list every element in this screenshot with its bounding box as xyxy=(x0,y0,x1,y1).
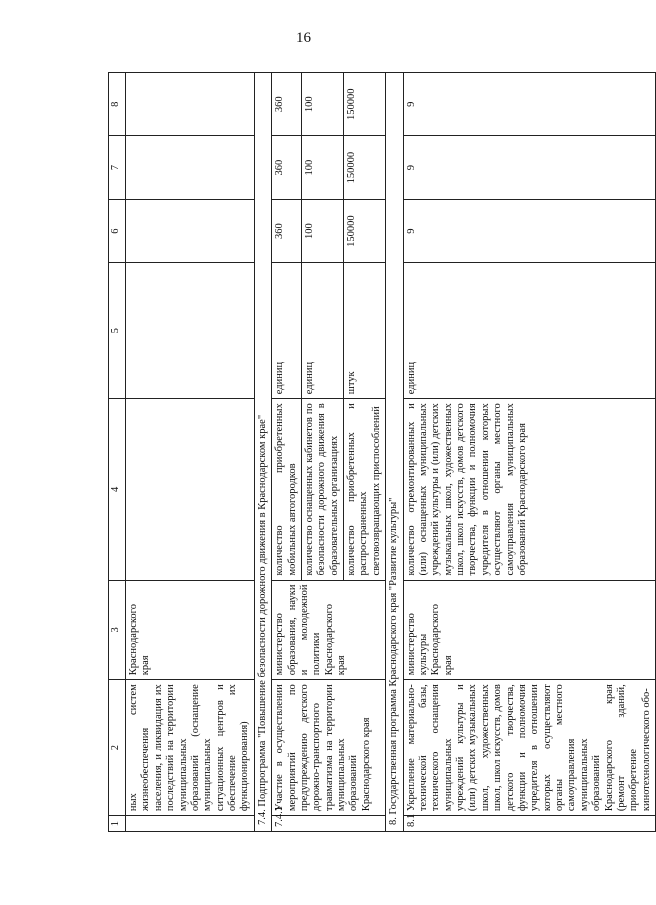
value-2025 xyxy=(126,73,255,136)
value-cell: 150000 xyxy=(344,199,386,262)
value-2023 xyxy=(126,199,255,262)
header-col-3: 3 xyxy=(109,580,126,680)
page-number: 16 xyxy=(296,30,311,46)
executor-cell: Краснодарского края xyxy=(126,580,255,680)
event-cell: Участие в осуществлении мероприятий по предупреждению детского дорожно-транспортного травматизма на территории муниципальных образований Краснодарского края xyxy=(272,680,386,816)
event-cell: Укрепление материально-технической базы, технического оснащения муниципальных учреждений культуры и (или) детских музыкальных школ, художественных школ, школ искусств, домов детского творчества, функции и полномочия учредителя в отношении которых осуществляют органы местного самоуправления муниципальных образований Краснодарского края (ремонт зданий, приобретение кинотехнологического обо- xyxy=(403,680,656,816)
value-cell: 9 xyxy=(403,199,656,262)
subprogram-heading-row xyxy=(254,73,271,832)
unit-cell: единиц xyxy=(403,263,656,399)
unit-cell: единиц xyxy=(272,263,302,399)
indicator-cell: количество приобретенных мобильных автогородков xyxy=(272,399,302,580)
indicator-cell xyxy=(126,399,255,580)
table-row xyxy=(403,73,656,832)
row-number: 8.1 xyxy=(403,816,656,832)
unit-cell: единиц xyxy=(301,263,343,399)
row-number: 7.4.1 xyxy=(272,816,386,832)
value-cell: 100 xyxy=(301,136,343,199)
indicator-cell: количество оснащенных кабинетов по безопасности дорожного движения в образовательных организациях xyxy=(301,399,343,580)
value-cell: 100 xyxy=(301,199,343,262)
value-cell: 9 xyxy=(403,73,656,136)
header-col-5: 5 xyxy=(109,263,126,399)
header-col-7: 7 xyxy=(109,136,126,199)
table-row xyxy=(126,73,255,832)
indicator-cell: количество приобретенных и распространенных световозвращающих приспособлений xyxy=(344,399,386,580)
header-col-1: 1 xyxy=(109,816,126,832)
value-2024 xyxy=(126,136,255,199)
indicator-cell: количество отремонтированных и (или) оснащенных муниципальных учреждений культуры и (или) детских музыкальных школ, художественных школ, школ искусств, домов детского творчества, функции и полномочия учредителя в отношении которых осуществляют органы местного самоуправления муниципальных образований Краснодарского края xyxy=(403,399,656,580)
executor-cell: министерство образования, науки и молодежной политики Краснодарского края xyxy=(272,580,386,680)
header-col-8: 8 xyxy=(109,73,126,136)
header-col-2: 2 xyxy=(109,680,126,816)
row-number xyxy=(126,816,255,832)
table-row xyxy=(272,73,302,832)
header-col-4: 4 xyxy=(109,399,126,580)
value-cell: 150000 xyxy=(344,136,386,199)
unit-cell: штук xyxy=(344,263,386,399)
indicators-table xyxy=(108,72,656,832)
header-col-6: 6 xyxy=(109,199,126,262)
program-heading: 8. Государственная программа Краснодарского края "Развитие культуры" xyxy=(386,73,403,832)
value-cell: 100 xyxy=(301,73,343,136)
value-cell: 360 xyxy=(272,73,302,136)
header-row xyxy=(109,73,126,832)
subprogram-heading: 7.4. Подпрограмма "Повышение безопасности дорожного движения в Краснодарском крае" xyxy=(254,73,271,832)
executor-cell: министерство культуры Краснодарского края xyxy=(403,580,656,680)
event-cell: ных систем жизнеобеспечения населения, и ликвидация их последствий на территории муниципальных образований (оснащение муниципальных ситуационных центров и обеспечение их функционирования) xyxy=(126,680,255,816)
value-cell: 360 xyxy=(272,199,302,262)
unit-cell xyxy=(126,263,255,399)
value-cell: 360 xyxy=(272,136,302,199)
program-heading-row xyxy=(386,73,403,832)
rotated-table-wrapper xyxy=(108,72,652,832)
value-cell: 150000 xyxy=(344,73,386,136)
value-cell: 9 xyxy=(403,136,656,199)
